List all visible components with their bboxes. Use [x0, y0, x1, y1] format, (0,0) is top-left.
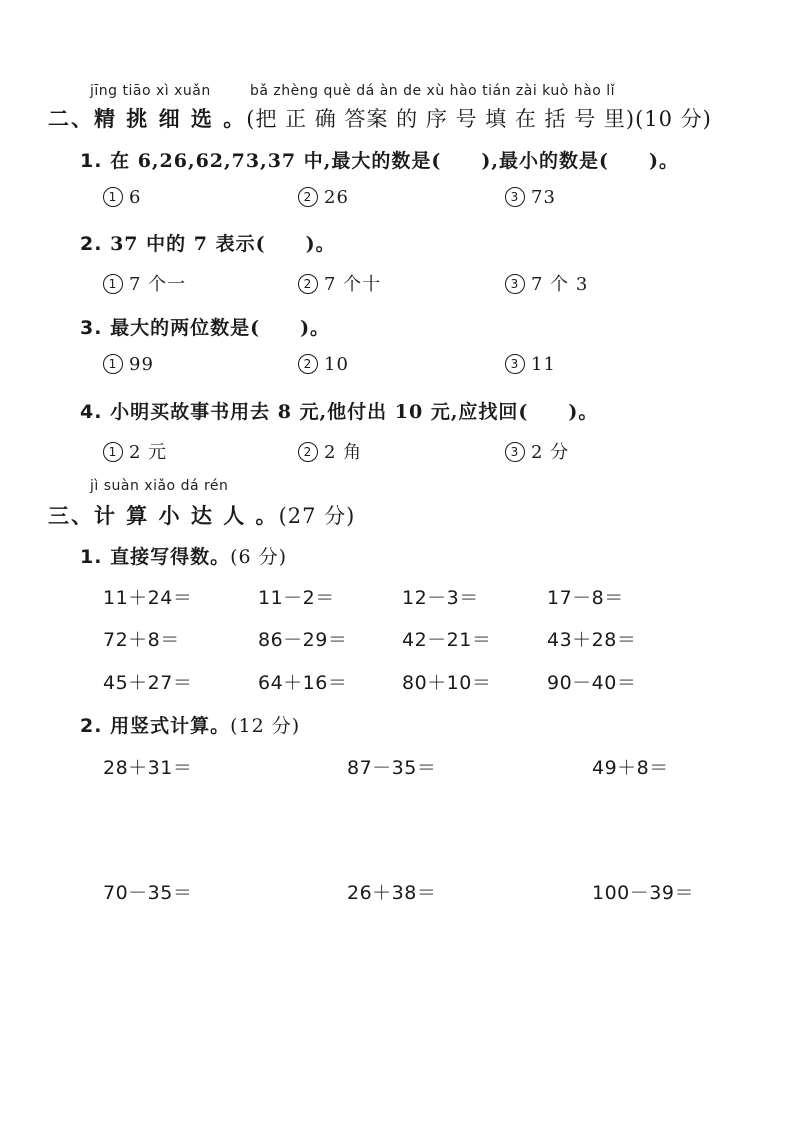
option-text: 73 [531, 187, 556, 208]
circled-number-icon: 3 [505, 187, 525, 207]
subsection-points: (12 分) [230, 715, 301, 737]
calc-item: 80＋10＝ [402, 672, 492, 694]
calc-item: 17－8＝ [547, 587, 624, 609]
option-3-1[interactable] [103, 354, 154, 375]
option-text: 10 [324, 354, 349, 375]
vertical-calc-item: 70－35＝ [103, 882, 193, 904]
vertical-calc-item: 26＋38＝ [347, 882, 437, 904]
subsection-title: 用竖式计算。 [110, 715, 231, 737]
option-text: 11 [531, 354, 556, 375]
option-text: 99 [129, 354, 154, 375]
subsection-number: 1. [80, 546, 103, 568]
option-3-3[interactable] [505, 354, 556, 375]
section3-points: (27 分) [278, 504, 356, 528]
calc-item: 72＋8＝ [103, 629, 180, 651]
question-number: 4. [80, 401, 103, 423]
circled-number-icon: 1 [103, 187, 123, 207]
circled-number-icon: 3 [505, 442, 525, 462]
question-text: 最大的两位数是( )。 [110, 317, 331, 339]
option-4-2[interactable] [298, 438, 362, 464]
calc-item: 11－2＝ [258, 587, 335, 609]
section2-title: 二、精 挑 细 选 。 [48, 106, 247, 131]
section2-heading [48, 103, 712, 133]
section2-pinyin-1: jīng tiāo xì xuǎn [90, 83, 211, 99]
subsection-1-heading [80, 542, 287, 569]
subsection-2-heading [80, 711, 300, 738]
question-text: 小明买故事书用去 8 元,他付出 10 元,应找回( )。 [110, 401, 599, 423]
option-text: 2 元 [129, 442, 168, 463]
circled-number-icon: 1 [103, 442, 123, 462]
calc-item: 64＋16＝ [258, 672, 348, 694]
subsection-points: (6 分) [230, 546, 288, 568]
section3-title: 三、计 算 小 达 人 。 [48, 503, 279, 528]
question-4 [80, 397, 598, 424]
option-text: 7 个一 [129, 274, 187, 295]
circled-number-icon: 1 [103, 274, 123, 294]
option-1-1[interactable] [103, 187, 141, 208]
option-4-1[interactable] [103, 438, 167, 464]
option-text: 7 个十 [324, 274, 382, 295]
subsection-title: 直接写得数。 [110, 546, 231, 568]
question-2 [80, 229, 336, 256]
option-text: 2 角 [324, 442, 363, 463]
option-text: 6 [129, 187, 142, 208]
circled-number-icon: 3 [505, 274, 525, 294]
question-number: 3. [80, 317, 103, 339]
question-1 [80, 146, 679, 173]
question-3 [80, 313, 330, 340]
section3-pinyin: jì suàn xiǎo dá rén [90, 478, 229, 494]
subsection-number: 2. [80, 715, 103, 737]
vertical-calc-item: 49＋8＝ [592, 757, 669, 779]
calc-item: 43＋28＝ [547, 629, 637, 651]
section3-heading [48, 500, 355, 530]
calc-item: 90－40＝ [547, 672, 637, 694]
circled-number-icon: 3 [505, 354, 525, 374]
question-text: 在 6,26,62,73,37 中,最大的数是( ),最小的数是( )。 [110, 150, 679, 172]
vertical-calc-item: 87－35＝ [347, 757, 437, 779]
section2-instruction: (把 正 确 答案 的 序 号 填 在 括 号 里) [246, 107, 636, 131]
calc-item: 45＋27＝ [103, 672, 193, 694]
calc-item: 11＋24＝ [103, 587, 193, 609]
option-4-3[interactable] [505, 438, 569, 464]
question-number: 2. [80, 233, 103, 255]
option-3-2[interactable] [298, 354, 349, 375]
question-text: 37 中的 7 表示( )。 [110, 233, 336, 255]
option-1-2[interactable] [298, 187, 349, 208]
question-number: 1. [80, 150, 103, 172]
circled-number-icon: 1 [103, 354, 123, 374]
circled-number-icon: 2 [298, 354, 318, 374]
option-text: 26 [324, 187, 349, 208]
option-text: 2 分 [531, 442, 570, 463]
option-2-2[interactable] [298, 270, 381, 296]
circled-number-icon: 2 [298, 442, 318, 462]
calc-item: 12－3＝ [402, 587, 479, 609]
vertical-calc-item: 28＋31＝ [103, 757, 193, 779]
calc-item: 42－21＝ [402, 629, 492, 651]
option-2-3[interactable] [505, 270, 588, 296]
circled-number-icon: 2 [298, 274, 318, 294]
calc-item: 86－29＝ [258, 629, 348, 651]
option-1-3[interactable] [505, 187, 556, 208]
circled-number-icon: 2 [298, 187, 318, 207]
section2-points: (10 分) [635, 107, 712, 131]
vertical-calc-item: 100－39＝ [592, 882, 694, 904]
section2-pinyin-2: bǎ zhèng què dá àn de xù hào tián zài kuò hào lǐ [250, 83, 615, 99]
option-text: 7 个 3 [531, 274, 589, 295]
option-2-1[interactable] [103, 270, 186, 296]
